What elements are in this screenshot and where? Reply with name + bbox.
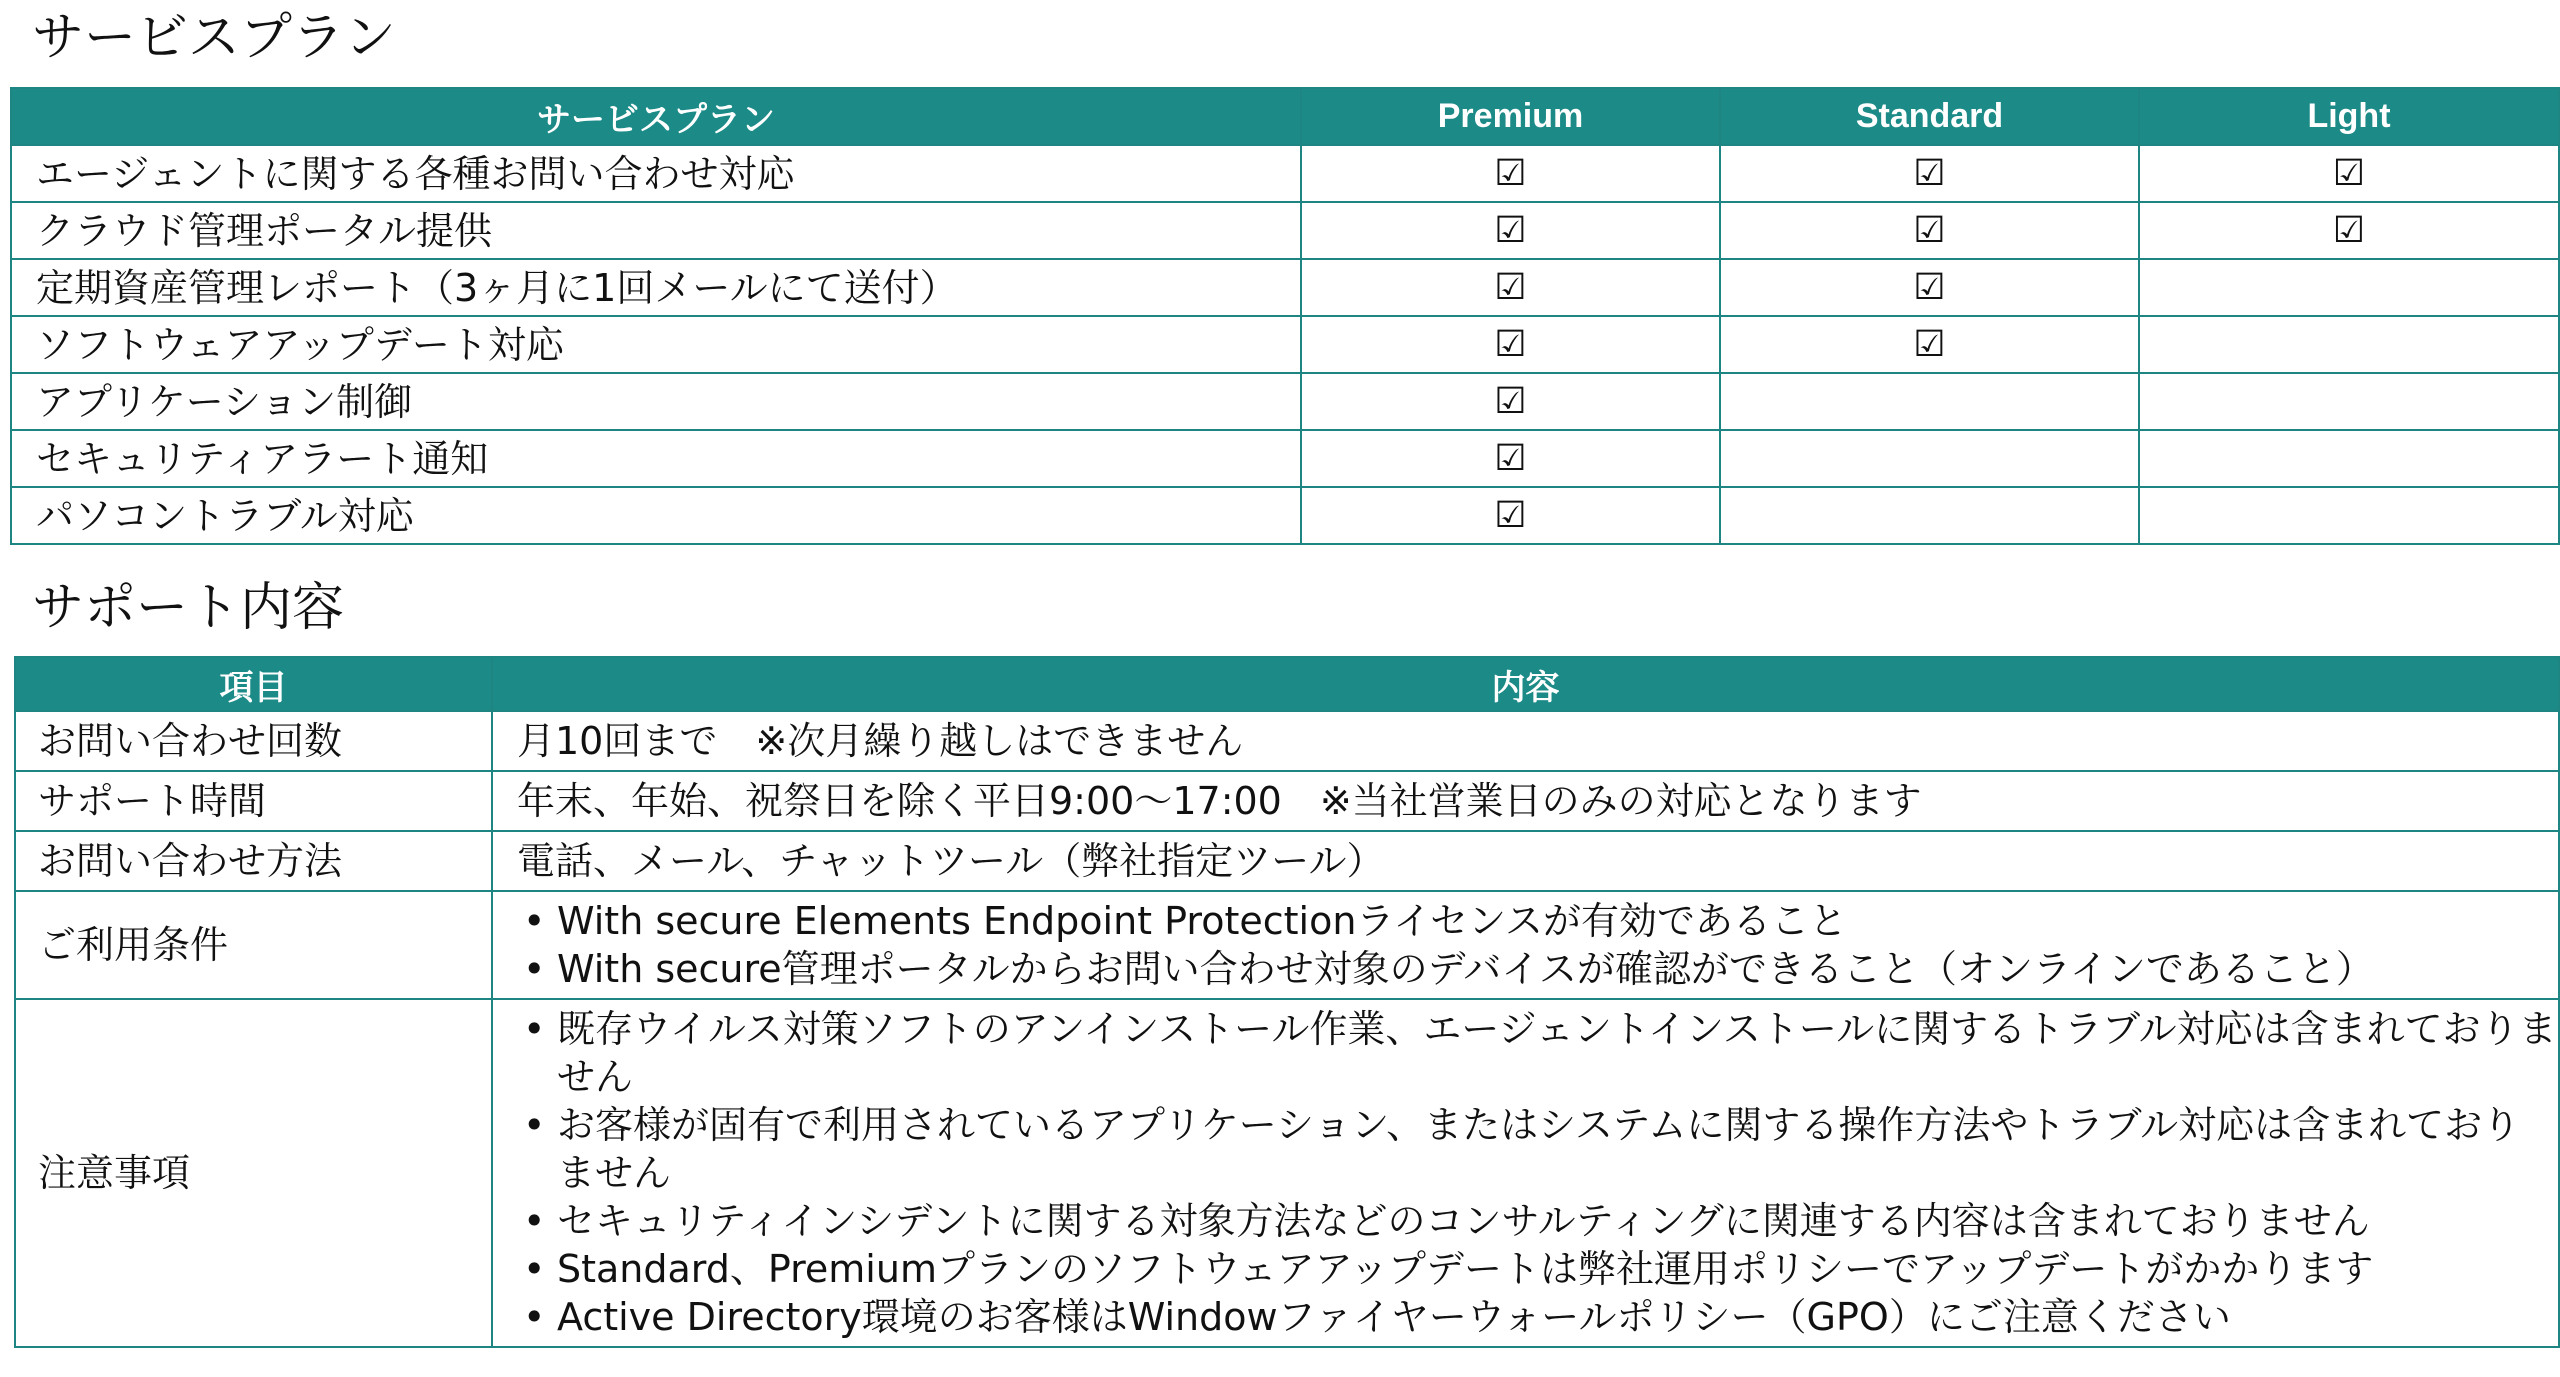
list-item: • With secure Elements Endpoint Protectionライセンスが有効であること [517, 897, 2558, 945]
support-value-method: 電話、メール、チャットツール（弊社指定ツール） [492, 831, 2559, 891]
standard-check-cell [1720, 487, 2139, 544]
list-item: • With secure管理ポータルからお問い合わせ対象のデバイスが確認ができること（オンラインであること） [517, 945, 2558, 993]
support-label-notes: 注意事項 [15, 999, 492, 1347]
plan-feature-cell: アプリケーション制御 [11, 373, 1301, 430]
plan-header-feature: サービスプラン [11, 88, 1301, 145]
light-check-icon: ☑ [2139, 145, 2559, 202]
table-row [15, 999, 2559, 1347]
service-plan-table [10, 87, 2560, 545]
light-check-cell [2139, 316, 2559, 373]
table-row [11, 316, 2559, 373]
plan-feature-cell: セキュリティアラート通知 [11, 430, 1301, 487]
list-item: • 既存ウイルス対策ソフトのアンインストール作業、エージェントインストールに関するトラブル対応は含まれておりません [517, 1005, 2558, 1101]
support-value-inquiries: 月10回まで ※次月繰り越しはできません [492, 711, 2559, 771]
support-value-notes [492, 999, 2559, 1347]
plan-header-light: Light [2139, 88, 2559, 145]
plan-feature-cell: エージェントに関する各種お問い合わせ対応 [11, 145, 1301, 202]
support-label-conditions: ご利用条件 [15, 891, 492, 999]
standard-check-icon: ☑ [1720, 259, 2139, 316]
conditions-list [517, 897, 2558, 993]
light-check-cell [2139, 430, 2559, 487]
table-row [11, 145, 2559, 202]
table-row [15, 771, 2559, 831]
premium-check-icon: ☑ [1301, 202, 1720, 259]
standard-check-cell [1720, 373, 2139, 430]
light-check-cell [2139, 487, 2559, 544]
standard-check-icon: ☑ [1720, 145, 2139, 202]
table-row [11, 373, 2559, 430]
table-row [15, 711, 2559, 771]
plan-header-premium: Premium [1301, 88, 1720, 145]
support-header-content: 内容 [492, 657, 2559, 711]
list-item: • お客様が固有で利用されているアプリケーション、またはシステムに関する操作方法やトラブル対応は含まれておりません [517, 1101, 2558, 1197]
support-label-method: お問い合わせ方法 [15, 831, 492, 891]
support-header-item: 項目 [15, 657, 492, 711]
table-row [15, 891, 2559, 999]
light-check-cell [2139, 259, 2559, 316]
plan-feature-cell: 定期資産管理レポート（3ヶ月に1回メールにて送付） [11, 259, 1301, 316]
plan-feature-cell: ソフトウェアアップデート対応 [11, 316, 1301, 373]
plan-feature-cell: クラウド管理ポータル提供 [11, 202, 1301, 259]
table-row [11, 430, 2559, 487]
support-content-table [14, 656, 2560, 1348]
light-check-cell [2139, 373, 2559, 430]
support-label-inquiries: お問い合わせ回数 [15, 711, 492, 771]
list-item: • セキュリティインシデントに関する対象方法などのコンサルティングに関連する内容は含まれておりません [517, 1197, 2558, 1245]
standard-check-icon: ☑ [1720, 202, 2139, 259]
support-header-row [15, 657, 2559, 711]
premium-check-icon: ☑ [1301, 145, 1720, 202]
table-row [11, 259, 2559, 316]
support-content-title: サポート内容 [32, 578, 345, 638]
standard-check-cell [1720, 430, 2139, 487]
table-row [15, 831, 2559, 891]
premium-check-icon: ☑ [1301, 430, 1720, 487]
plan-header-standard: Standard [1720, 88, 2139, 145]
premium-check-icon: ☑ [1301, 316, 1720, 373]
premium-check-icon: ☑ [1301, 487, 1720, 544]
list-item: • Standard、Premiumプランのソフトウェアアップデートは弊社運用ポリシーでアップデートがかかります [517, 1245, 2558, 1293]
standard-check-icon: ☑ [1720, 316, 2139, 373]
service-plan-title: サービスプラン [32, 8, 397, 68]
plan-feature-cell: パソコントラブル対応 [11, 487, 1301, 544]
support-value-hours: 年末、年始、祝祭日を除く平日9:00～17:00 ※当社営業日のみの対応となります [492, 771, 2559, 831]
support-label-hours: サポート時間 [15, 771, 492, 831]
list-item: • Active Directory環境のお客様はWindowファイヤーウォールポリシー（GPO）にご注意ください [517, 1293, 2558, 1341]
table-row [11, 202, 2559, 259]
premium-check-icon: ☑ [1301, 259, 1720, 316]
notes-list [517, 1005, 2558, 1341]
premium-check-icon: ☑ [1301, 373, 1720, 430]
support-value-conditions [492, 891, 2559, 999]
light-check-icon: ☑ [2139, 202, 2559, 259]
table-row [11, 487, 2559, 544]
plan-header-row [11, 88, 2559, 145]
